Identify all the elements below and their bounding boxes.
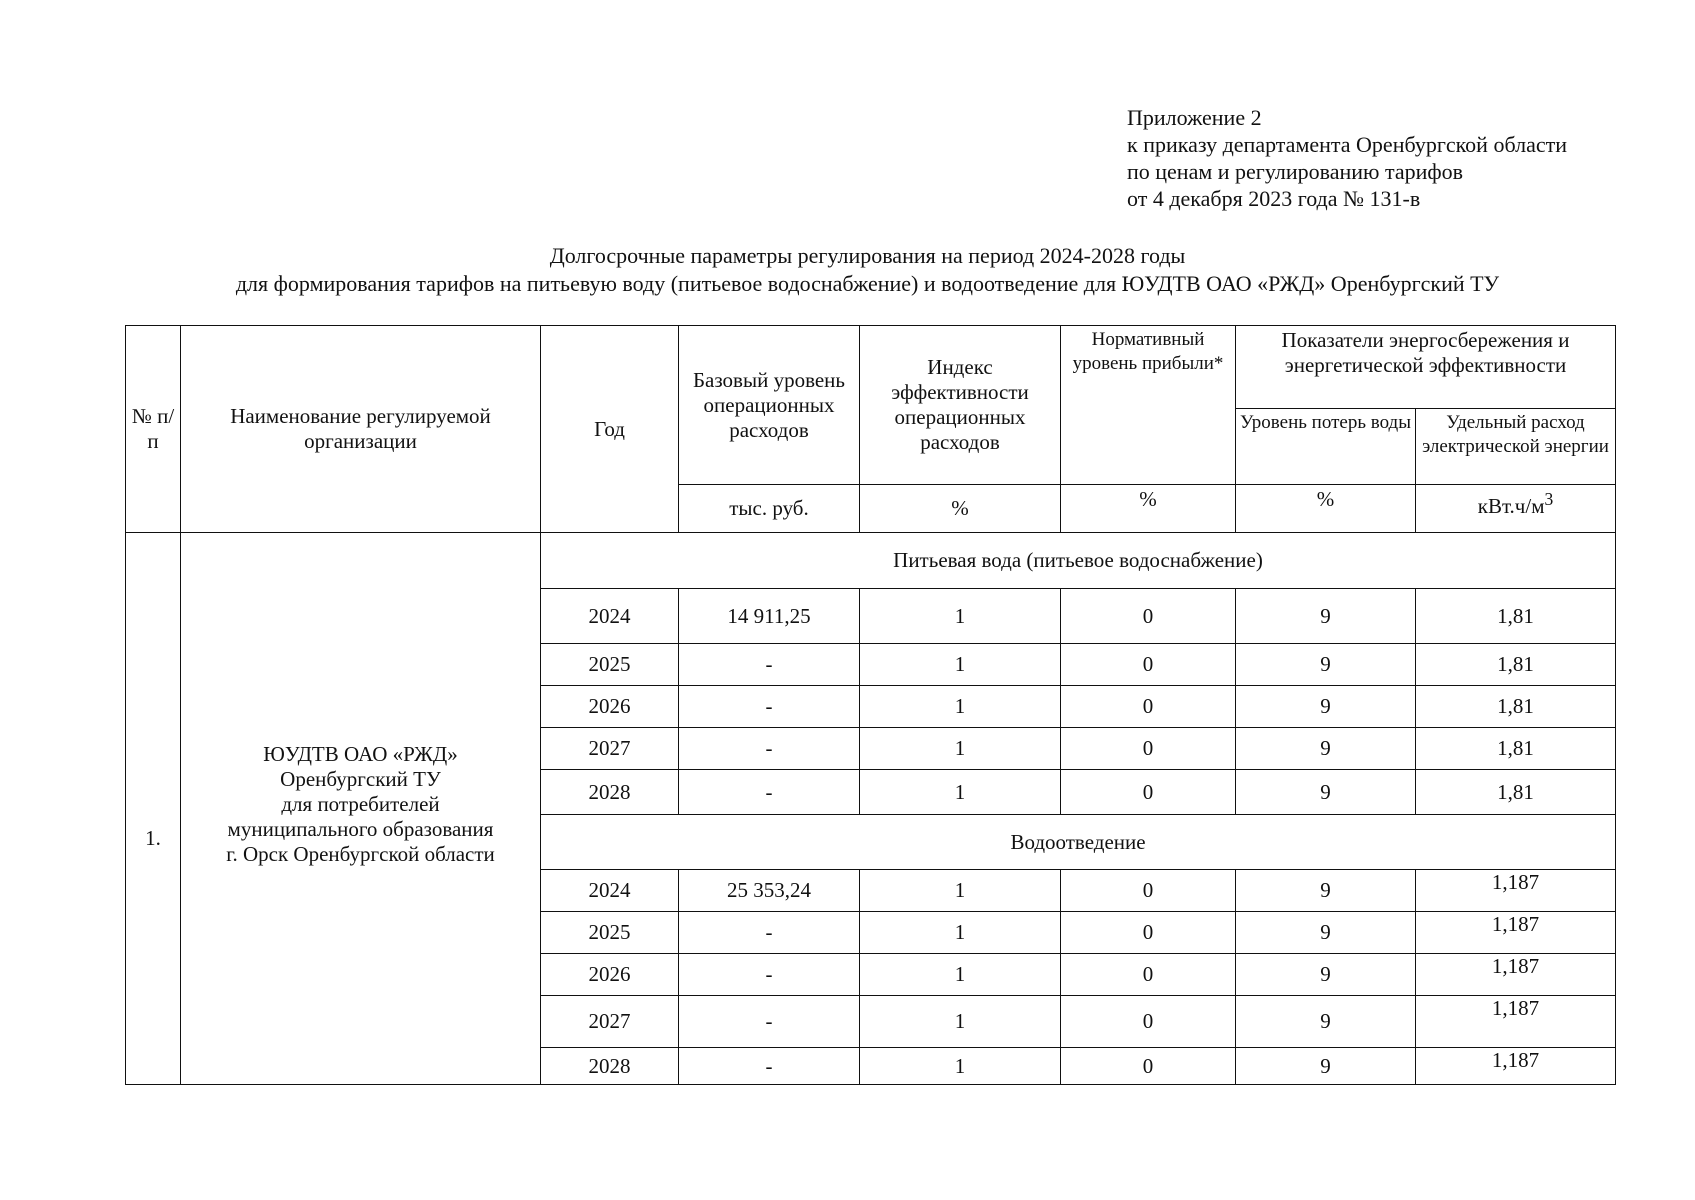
cell-profit-level: 0 [1061,870,1236,912]
unit-electricity [1416,485,1616,533]
cell-electricity: 1,187 [1416,954,1616,996]
organization-name [181,533,541,1085]
cell-electricity: 1,81 [1416,728,1616,770]
cell-water-loss: 9 [1236,870,1416,912]
section-row [126,533,1616,589]
appendix-line: по ценам и регулированию тарифов [1127,159,1464,184]
cell-efficiency-index: 1 [860,686,1061,728]
cell-year: 2024 [541,589,679,644]
cell-year: 2025 [541,912,679,954]
cell-efficiency-index: 1 [860,996,1061,1048]
header-organization: Наименование регулируемой организации [181,326,541,533]
parameters-table [125,325,1616,1085]
cell-base-opex: - [679,686,860,728]
cell-water-loss: 9 [1236,996,1416,1048]
document-title [120,242,1615,298]
unit-base-opex: тыс. руб. [679,485,860,533]
cell-electricity: 1,81 [1416,686,1616,728]
header-year: Год [541,326,679,533]
cell-water-loss: 9 [1236,728,1416,770]
cell-efficiency-index: 1 [860,870,1061,912]
cell-electricity: 1,187 [1416,996,1616,1048]
row-number: 1. [126,533,181,1085]
cell-profit-level: 0 [1061,954,1236,996]
cell-profit-level: 0 [1061,1048,1236,1085]
header-electricity: Удельный расход электрической энергии [1416,409,1616,485]
section-title: Питьевая вода (питьевое водоснабжение) [541,533,1616,589]
appendix-line: к приказу департамента Оренбургской области [1127,132,1567,157]
cell-year: 2027 [541,728,679,770]
cell-year: 2026 [541,954,679,996]
cell-water-loss: 9 [1236,589,1416,644]
appendix-block [1127,104,1567,212]
unit-water-loss: % [1236,485,1416,533]
organization-line: г. Орск Оренбургской области [226,842,495,866]
cell-efficiency-index: 1 [860,770,1061,815]
cell-profit-level: 0 [1061,770,1236,815]
cell-electricity: 1,187 [1416,1048,1616,1085]
unit-electricity-base: кВт.ч/м [1477,494,1545,518]
unit-efficiency-index: % [860,485,1061,533]
title-line-1: Долгосрочные параметры регулирования на период 2024-2028 годы [549,243,1186,268]
cell-electricity: 1,187 [1416,912,1616,954]
cell-efficiency-index: 1 [860,912,1061,954]
cell-year: 2027 [541,996,679,1048]
cell-year: 2026 [541,686,679,728]
cell-water-loss: 9 [1236,770,1416,815]
cell-year: 2028 [541,1048,679,1085]
cell-base-opex: - [679,728,860,770]
cell-year: 2024 [541,870,679,912]
unit-profit-level: % [1061,485,1236,533]
cell-base-opex: - [679,996,860,1048]
organization-line: ЮУДТВ ОАО «РЖД» [263,742,458,766]
header-energy-group: Показатели энергосбережения и энергетической эффективности [1236,326,1616,409]
appendix-line: Приложение 2 [1127,105,1262,130]
cell-electricity: 1,187 [1416,870,1616,912]
section-title: Водоотведение [541,815,1616,870]
cell-water-loss: 9 [1236,954,1416,996]
cell-base-opex: - [679,912,860,954]
organization-line: для потребителей [281,792,440,816]
cell-base-opex: 14 911,25 [679,589,860,644]
header-efficiency-index: Индекс эффективности операционных расходов [860,326,1061,485]
cell-profit-level: 0 [1061,996,1236,1048]
cell-profit-level: 0 [1061,644,1236,686]
appendix-line: от 4 декабря 2023 года № 131-в [1127,186,1421,211]
cell-year: 2025 [541,644,679,686]
header-water-loss: Уровень потерь воды [1236,409,1416,485]
header-num: № п/п [126,326,181,533]
header-base-opex: Базовый уровень операционных расходов [679,326,860,485]
cell-year: 2028 [541,770,679,815]
cell-water-loss: 9 [1236,686,1416,728]
cell-water-loss: 9 [1236,912,1416,954]
table-header [126,326,1616,533]
unit-electricity-sup: 3 [1544,489,1554,509]
cell-efficiency-index: 1 [860,954,1061,996]
cell-efficiency-index: 1 [860,589,1061,644]
cell-electricity: 1,81 [1416,770,1616,815]
cell-base-opex: - [679,644,860,686]
cell-base-opex: 25 353,24 [679,870,860,912]
title-line-2: для формирования тарифов на питьевую воду (питьевое водоснабжение) и водоотведение для ЮУДТВ ОАО «РЖД» Оренбургский ТУ [235,271,1500,296]
table-body [126,533,1616,1085]
cell-efficiency-index: 1 [860,1048,1061,1085]
organization-line: муниципального образования [227,817,494,841]
cell-profit-level: 0 [1061,589,1236,644]
cell-profit-level: 0 [1061,686,1236,728]
organization-line: Оренбургский ТУ [280,767,441,791]
cell-profit-level: 0 [1061,728,1236,770]
cell-electricity: 1,81 [1416,589,1616,644]
cell-efficiency-index: 1 [860,728,1061,770]
cell-efficiency-index: 1 [860,644,1061,686]
cell-water-loss: 9 [1236,1048,1416,1085]
cell-base-opex: - [679,1048,860,1085]
cell-profit-level: 0 [1061,912,1236,954]
cell-electricity: 1,81 [1416,644,1616,686]
cell-water-loss: 9 [1236,644,1416,686]
cell-base-opex: - [679,770,860,815]
cell-base-opex: - [679,954,860,996]
header-profit-level: Нормативный уровень прибыли* [1061,326,1236,485]
